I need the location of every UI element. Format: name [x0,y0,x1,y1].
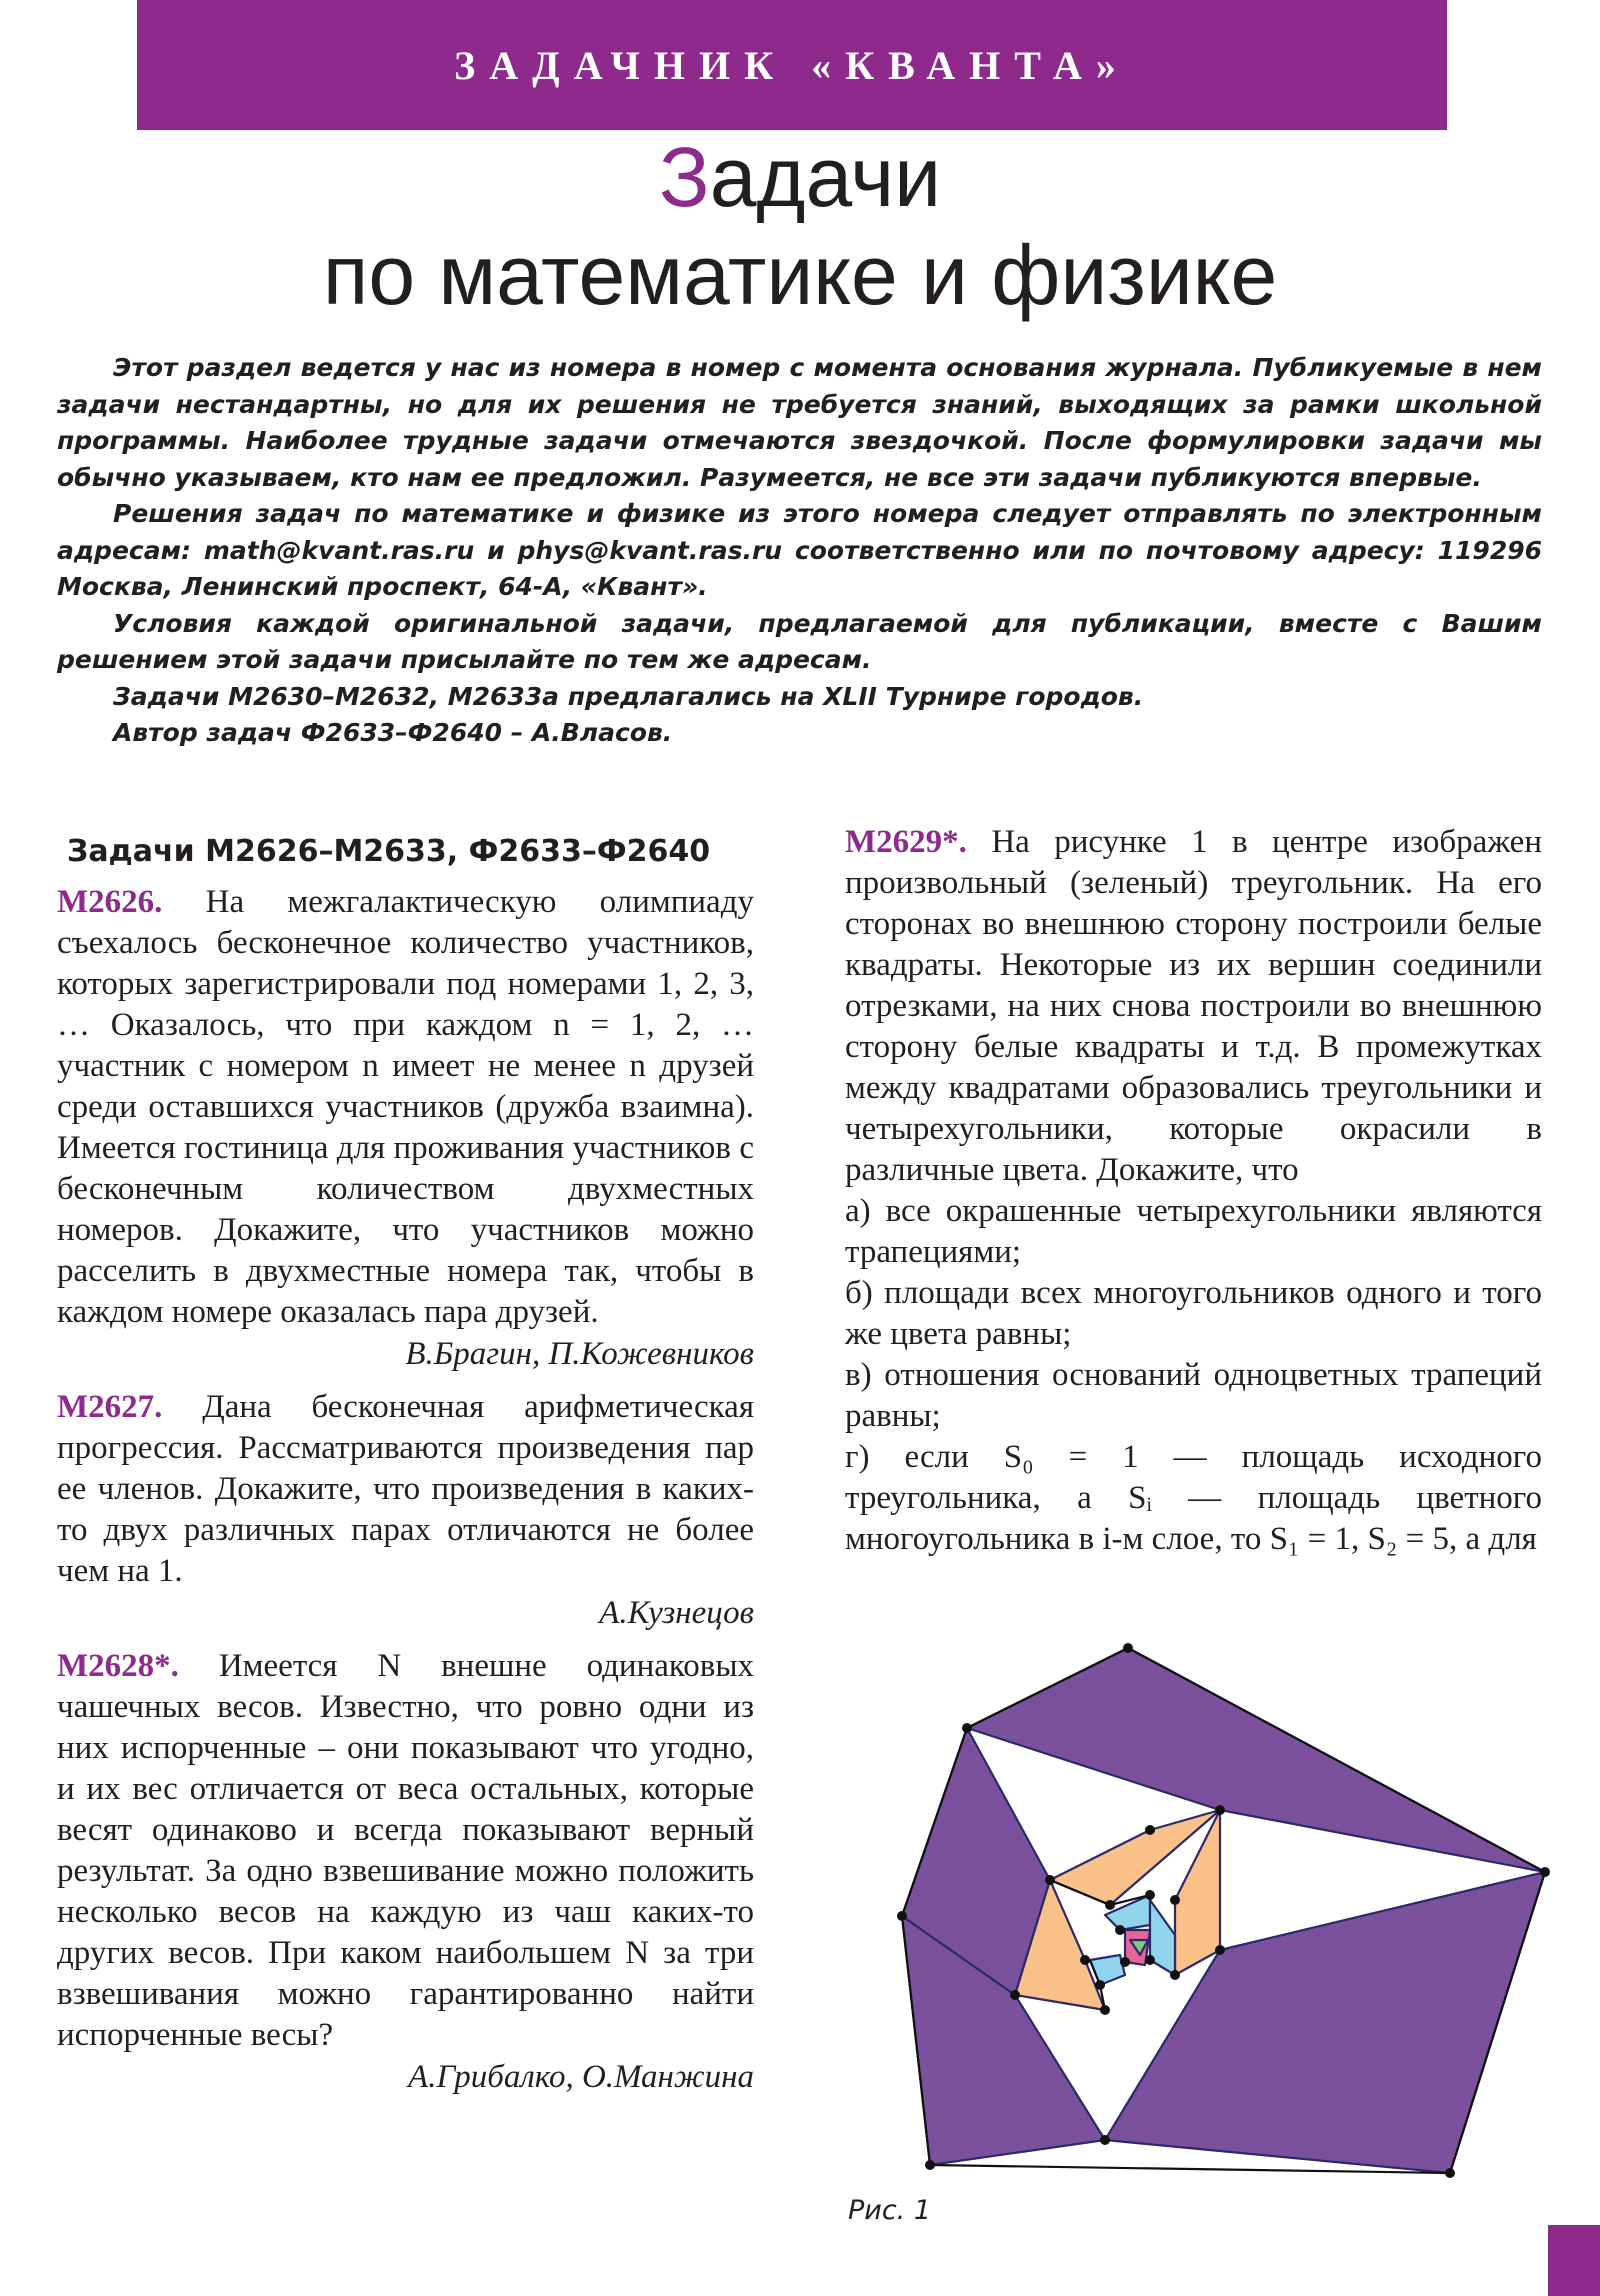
problem-text: На межгалактическую олимпиаду съехалось бесконечное количество участников, которых зарегистрировали под номерами 1, 2, 3, … Оказалось, что при каждом n = 1, 2, … участник с номером n имеет не менее n друзей среди оставшихся участников (дружба взаимна). Имеется гостиница для проживания участников с бесконечным количеством двухместных номеров. Докажите, что участников можно расселить в двухместные номера так, чтобы в каждом номере оказалась пара друзей. [57,884,754,1330]
problem-item-c: в) отношения оснований одноцветных трапеций равны; [845,1357,1542,1434]
left-column [57,822,754,2110]
intro-paragraph: Этот раздел ведется у нас из номера в номер с момента основания журнала. Публикуемые в нем задачи нестандартны, но для их решения не требуется знаний, выходящих за рамки школьной программы. Наиболее трудные задачи отмечаются звездочкой. После формулировки задачи мы обычно указываем, кто нам ее предложил. Разумеется, не все эти задачи публикуются впервые. [57,353,1542,492]
vertex [1123,1643,1133,1653]
purple-quad [1105,1872,1545,2173]
figure-1-squares-diagram [845,1640,1550,2200]
problem-text: На рисунке 1 в центре изображен произвольный (зеленый) треугольник. На его сторонах во внешнюю сторону построили белые квадраты. Некоторые из их вершин соединили отрезками, на них снова построили во внешнюю сторону белые квадраты и т.д. В промежутках между квадратами образовались треугольники и четырехугольники, которые окрасили в различные цвета. Докажите, что [845,824,1542,1188]
problem-m2629 [845,822,1542,1191]
vertex [1170,1895,1180,1905]
intro-paragraph: Условия каждой оригинальной задачи, предлагаемой для публикации, вместе с Вашим решением этой задачи присылайте по тем же адресам. [57,608,1542,674]
problem-author: В.Брагин, П.Кожевников [405,1336,754,1372]
vertex [1100,2005,1110,2015]
vertex [1145,1955,1155,1965]
problem-item-b: б) площади всех многоугольников одного и того же цвета равны; [845,1275,1542,1352]
title-line-2: по математике и физике [322,228,1278,322]
title-first-letter: З [658,130,710,224]
problem-author: А.Кузнецов [599,1595,754,1631]
vertex [1445,2168,1455,2178]
vertex [1100,2135,1110,2145]
problem-text: Имеется N внешне одинаковых чашечных весов. Известно, что ровно одни из них испорченные – они показывают что угодно, и их вес отличается от веса остальных, которые весят одинаково и всегда показывают верный результат. За одно взвешивание можно положить несколько весов на каждую из чаш каких-то других весов. При каком наибольшем N за три взвешивания можно гарантированно найти испорченные весы? [57,1648,755,2053]
vertex [1215,1945,1225,1955]
vertex [1170,1970,1180,1980]
problem-number: М2626. [57,884,163,920]
intro-paragraph: Автор задач Ф2633–Ф2640 – А.Власов. [113,718,673,747]
problem-item-d: г) если S₀ = 1 — площадь исходного треугольника, а Sᵢ — площадь цветного многоугольника в i-м слое, то S₁ = 1, S₂ = 5, а для [845,1439,1542,1557]
problem-number: М2628*. [57,1648,179,1684]
vertex [1105,1900,1115,1910]
vertex [897,1911,907,1921]
problem-author: А.Грибалко, О.Манжина [408,2059,754,2095]
cyan-quad [1090,1955,1125,1985]
vertex [1215,1805,1225,1815]
problem-number: М2629*. [845,824,967,860]
intro-paragraph: Задачи М2630–М2632, М2633а предлагались на XLII Турнире городов. [113,681,1144,711]
right-column [845,822,1542,1560]
title-line-1 [0,128,1600,226]
vertex [1115,1925,1125,1935]
page-corner-marker [1548,2225,1600,2296]
vertex [1145,1890,1155,1900]
purple-quad [967,1648,1545,1872]
page-title [0,128,1600,324]
vertex [1145,1825,1155,1835]
problem-m2627 [57,1387,754,1592]
vertex [925,2160,935,2170]
cyan-quad [1150,1900,1175,1975]
problem-list-heading: Задачи М2626–М2633, Ф2633–Ф2640 [67,834,711,869]
banner-text: ЗАДАЧНИК «КВАНТА» [454,42,1130,88]
vertex [1540,1867,1550,1877]
vertex [1095,1980,1105,1990]
figure-caption: Рис. 1 [848,2195,932,2226]
problem-text: Дана бесконечная арифметическая прогрессия. Рассматриваются произведения пар ее членов. Докажите, что произведения в каких-то двух различных парах отличаются не более чем на 1. [57,1389,755,1589]
vertex [962,1723,972,1733]
vertex [1045,1875,1055,1885]
title-rest: адачи [709,130,942,224]
vertex [1080,1955,1090,1965]
intro-text [57,350,1542,752]
problem-number: М2627. [57,1389,163,1425]
problem-item-a: а) все окрашенные четырехугольники являются трапециями; [845,1193,1542,1270]
problem-m2626 [57,882,754,1333]
intro-paragraph: Решения задач по математике и физике из этого номера следует отправлять по электронным адресам: math@kvant.ras.ru и phys@kvant.ras.ru соответственно или по почтовому адресу: 119296 Москва, Ленинский проспект, 64-А, «Квант». [57,499,1542,601]
vertex [1010,1990,1020,2000]
vertex [1120,1957,1130,1967]
section-banner [137,0,1447,130]
problem-m2628 [57,1646,754,2056]
